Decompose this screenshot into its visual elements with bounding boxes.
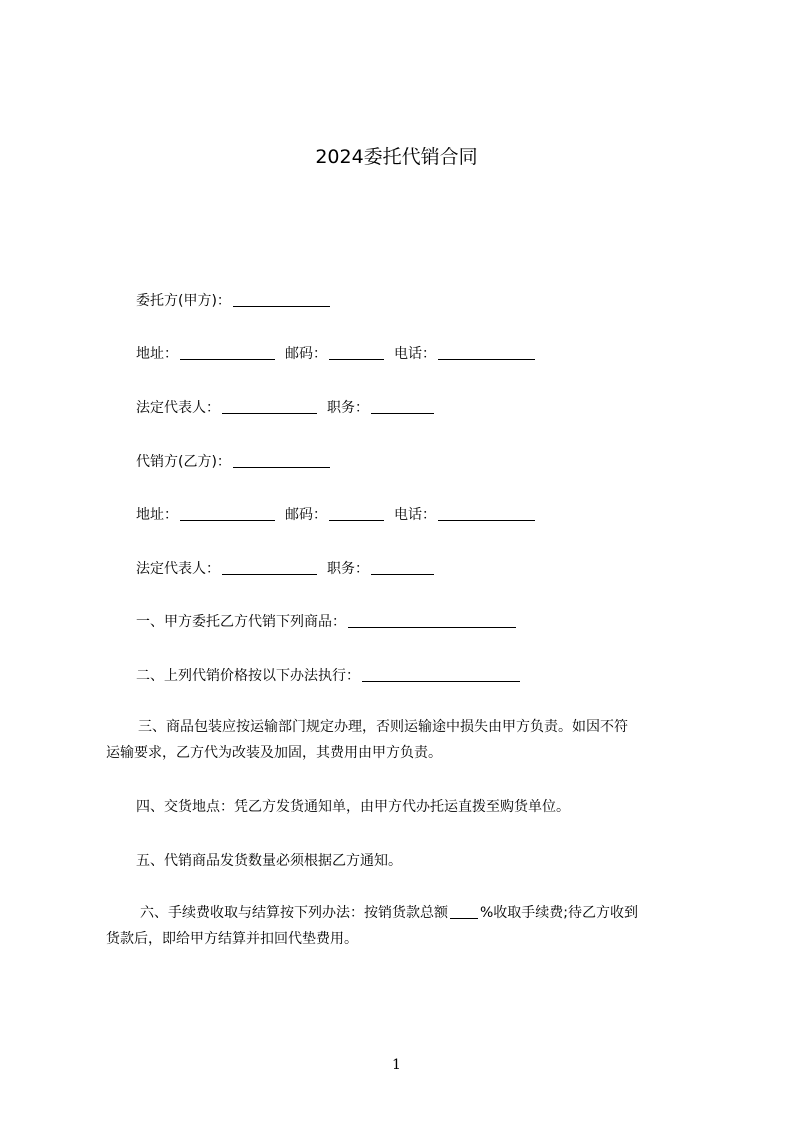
party-b-address-label: 地址： bbox=[136, 507, 178, 523]
party-a-name-blank bbox=[233, 292, 330, 307]
clause-4-text: 四、交货地点：凭乙方发货通知单，由甲方代办托运直拨至购货单位。 bbox=[136, 799, 570, 815]
party-b-label: 代销方(乙方)： bbox=[136, 454, 231, 470]
clause-6 bbox=[106, 900, 716, 952]
party-a-phone-blank bbox=[438, 345, 535, 360]
clause-6-percent-blank bbox=[450, 904, 478, 919]
clause-5 bbox=[136, 851, 402, 871]
party-b-position-blank bbox=[371, 560, 434, 575]
party-a-postcode-blank bbox=[329, 345, 384, 360]
party-a-label: 委托方(甲方)： bbox=[136, 293, 231, 309]
party-b-contact-line bbox=[136, 505, 537, 525]
clause-4 bbox=[136, 797, 570, 817]
clause-2-text: 二、上列代销价格按以下办法执行： bbox=[136, 668, 360, 684]
clause-1-blank bbox=[348, 613, 516, 628]
clause-6-line-1 bbox=[106, 900, 716, 926]
clause-3 bbox=[106, 714, 716, 766]
party-a-rep-line bbox=[136, 398, 436, 418]
party-b-postcode-blank bbox=[329, 506, 384, 521]
party-a-contact-line bbox=[136, 344, 537, 364]
clause-5-text: 五、代销商品发货数量必须根据乙方通知。 bbox=[136, 853, 402, 869]
party-b-position-label: 职务： bbox=[327, 561, 369, 577]
party-b-phone-label: 电话： bbox=[394, 507, 436, 523]
party-b-postcode-label: 邮码： bbox=[285, 507, 327, 523]
party-b-rep-line bbox=[136, 559, 436, 579]
clause-1 bbox=[136, 612, 518, 632]
clause-2 bbox=[136, 666, 522, 686]
party-b-phone-blank bbox=[438, 506, 535, 521]
party-a-position-label: 职务： bbox=[327, 400, 369, 416]
clause-6-part-2: %收取手续费;待乙方收到 bbox=[480, 905, 639, 921]
clause-6-part-1: 六、手续费收取与结算按下列办法：按销货款总额 bbox=[140, 905, 448, 921]
clause-1-text: 一、甲方委托乙方代销下列商品： bbox=[136, 614, 346, 630]
party-b-address-blank bbox=[180, 506, 275, 521]
clause-3-line-1: 三、商品包装应按运输部门规定办理，否则运输途中损失由甲方负责。如因不符 bbox=[138, 719, 628, 735]
clause-6-line-2: 货款后，即给甲方结算并扣回代垫费用。 bbox=[106, 931, 358, 947]
party-a-position-blank bbox=[371, 399, 434, 414]
party-b-line bbox=[136, 452, 332, 472]
party-a-legal-rep-label: 法定代表人： bbox=[136, 400, 220, 416]
party-a-legal-rep-blank bbox=[222, 399, 317, 414]
clause-2-blank bbox=[362, 667, 520, 682]
party-a-address-label: 地址： bbox=[136, 346, 178, 362]
page-number: 1 bbox=[392, 1057, 401, 1073]
party-b-legal-rep-blank bbox=[222, 560, 317, 575]
party-a-address-blank bbox=[180, 345, 275, 360]
party-a-postcode-label: 邮码： bbox=[285, 346, 327, 362]
party-b-name-blank bbox=[233, 453, 330, 468]
clause-3-line-2: 运输要求，乙方代为改装及加固，其费用由甲方负责。 bbox=[106, 745, 442, 761]
contract-title: 2024委托代销合同 bbox=[315, 146, 478, 168]
party-a-line bbox=[136, 291, 332, 311]
party-b-legal-rep-label: 法定代表人： bbox=[136, 561, 220, 577]
party-a-phone-label: 电话： bbox=[394, 346, 436, 362]
